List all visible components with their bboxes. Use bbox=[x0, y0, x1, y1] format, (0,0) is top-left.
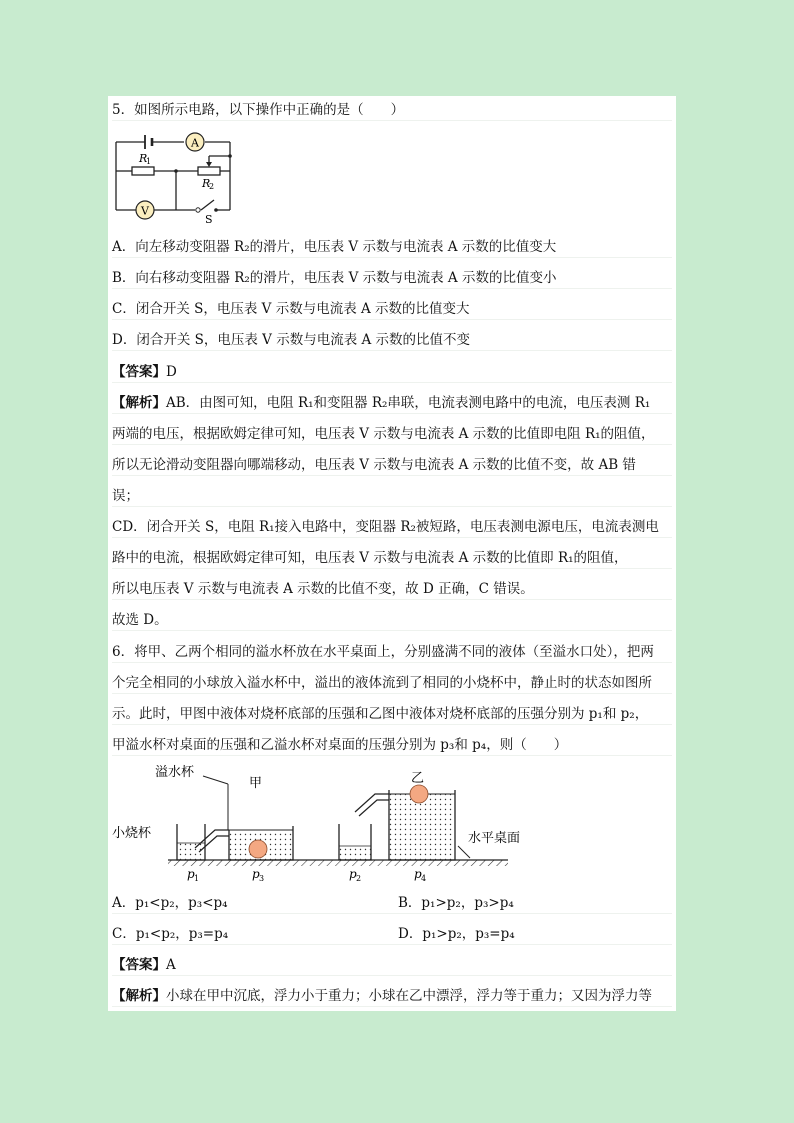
q5-option-b: B．向右移动变阻器 R₂的滑片，电压表 V 示数与电流表 A 示数的比值变小 bbox=[112, 268, 672, 289]
q5-analysis-line-2: 两端的电压，根据欧姆定律可知，电压表 V 示数与电流表 A 示数的比值即电阻 R₁的阻值， bbox=[112, 424, 672, 445]
q5-analysis-line-7: 所以电压表 V 示数与电流表 A 示数的比值不变，故 D 正确，C 错误。 bbox=[112, 579, 672, 600]
svg-text:2: 2 bbox=[356, 874, 362, 883]
q6-answer-label: 【答案】 bbox=[112, 957, 166, 973]
q5-option-d: D．闭合开关 S，电压表 V 示数与电流表 A 示数的比值不变 bbox=[112, 330, 672, 351]
q5-answer-label: 【答案】 bbox=[112, 364, 166, 380]
q6-stem-line-2: 个完全相同的小球放入溢水杯中，溢出的液体流到了相同的小烧杯中，静止时的状态如图所 bbox=[112, 673, 672, 694]
voltmeter-label: V bbox=[141, 204, 149, 218]
q6-options-row-1 bbox=[112, 893, 672, 914]
svg-text:1: 1 bbox=[194, 874, 200, 883]
q6-option-d: D．p₁>p₂，p₃=p₄ bbox=[398, 926, 515, 942]
q6-option-c: C．p₁<p₂，p₃=p₄ bbox=[112, 926, 229, 942]
label-small-beaker: 小烧杯 bbox=[112, 826, 152, 841]
ammeter-label: A bbox=[191, 136, 199, 150]
q5-analysis-line-3: 所以无论滑动变阻器向哪端移动，电压表 V 示数与电流表 A 示数的比值不变，故 AB 错 bbox=[112, 455, 672, 476]
q6-analysis-label: 【解析】 bbox=[112, 988, 166, 1004]
r2-label: R bbox=[202, 177, 211, 190]
label-p4: p bbox=[414, 867, 422, 881]
q5-analysis-line-5: CD．闭合开关 S，电阻 R₁接入电路中，变阻器 R₂被短路，电压表测电源电压，电流表测电 bbox=[112, 517, 672, 538]
q5-analysis-line-8: 故选 D。 bbox=[112, 610, 672, 631]
svg-text:3: 3 bbox=[259, 874, 265, 883]
r2-sub: 2 bbox=[209, 182, 215, 191]
q5-circuit-diagram bbox=[112, 130, 246, 226]
label-overflow-cup: 溢水杯 bbox=[155, 765, 195, 780]
q6-options-row-2 bbox=[112, 924, 672, 945]
q5-option-a: A．向左移动变阻器 R₂的滑片，电压表 V 示数与电流表 A 示数的比值变大 bbox=[112, 237, 672, 258]
q6-option-a: A．p₁<p₂，p₃<p₄ bbox=[112, 895, 228, 911]
q5-option-c: C．闭合开关 S，电压表 V 示数与电流表 A 示数的比值变大 bbox=[112, 299, 672, 320]
label-yi: 乙 bbox=[411, 771, 425, 786]
q6-answer: A bbox=[166, 957, 176, 973]
r1-sub: 1 bbox=[146, 157, 152, 166]
q6-option-b: B．p₁>p₂，p₃>p₄ bbox=[398, 895, 514, 911]
q6-analysis-line-1: 【解析】小球在甲中沉底，浮力小于重力；小球在乙中漂浮，浮力等于重力；又因为浮力等 bbox=[112, 986, 672, 1007]
q5-answer-line bbox=[112, 362, 672, 383]
q5-stem: 5．如图所示电路，以下操作中正确的是（ ） bbox=[112, 100, 672, 121]
label-p2: p bbox=[349, 867, 357, 881]
label-p3: p bbox=[252, 867, 260, 881]
q5-analysis-line-1: 【解析】AB．由图可知，电阻 R₁和变阻器 R₂串联，电流表测电路中的电流，电压表测 R₁ bbox=[112, 393, 672, 414]
q6-overflow-cup-diagram bbox=[108, 762, 548, 886]
label-jia: 甲 bbox=[249, 776, 263, 791]
q5-analysis-label: 【解析】 bbox=[112, 395, 166, 411]
document-page bbox=[108, 96, 676, 1011]
svg-text:4: 4 bbox=[421, 874, 427, 883]
r1-label: R bbox=[139, 152, 148, 165]
q6-stem-line-4: 甲溢水杯对桌面的压强和乙溢水杯对桌面的压强分别为 p₃和 p₄，则（ ） bbox=[112, 735, 672, 756]
q6-answer-line bbox=[112, 955, 672, 976]
q6-stem-line-3: 示。此时，甲图中液体对烧杯底部的压强和乙图中液体对烧杯底部的压强分别为 p₁和 p₂， bbox=[112, 704, 672, 725]
q5-answer: D bbox=[166, 364, 177, 380]
q6-stem-line-1: 6．将甲、乙两个相同的溢水杯放在水平桌面上，分别盛满不同的液体（至溢水口处），把两 bbox=[112, 642, 672, 663]
q5-analysis-line-6: 路中的电流，根据欧姆定律可知，电压表 V 示数与电流表 A 示数的比值即 R₁的阻值， bbox=[112, 548, 672, 569]
label-p1: p bbox=[187, 867, 195, 881]
q5-analysis-line-4: 误； bbox=[112, 486, 672, 507]
label-table: 水平桌面 bbox=[468, 831, 521, 846]
switch-label: S bbox=[205, 213, 213, 226]
